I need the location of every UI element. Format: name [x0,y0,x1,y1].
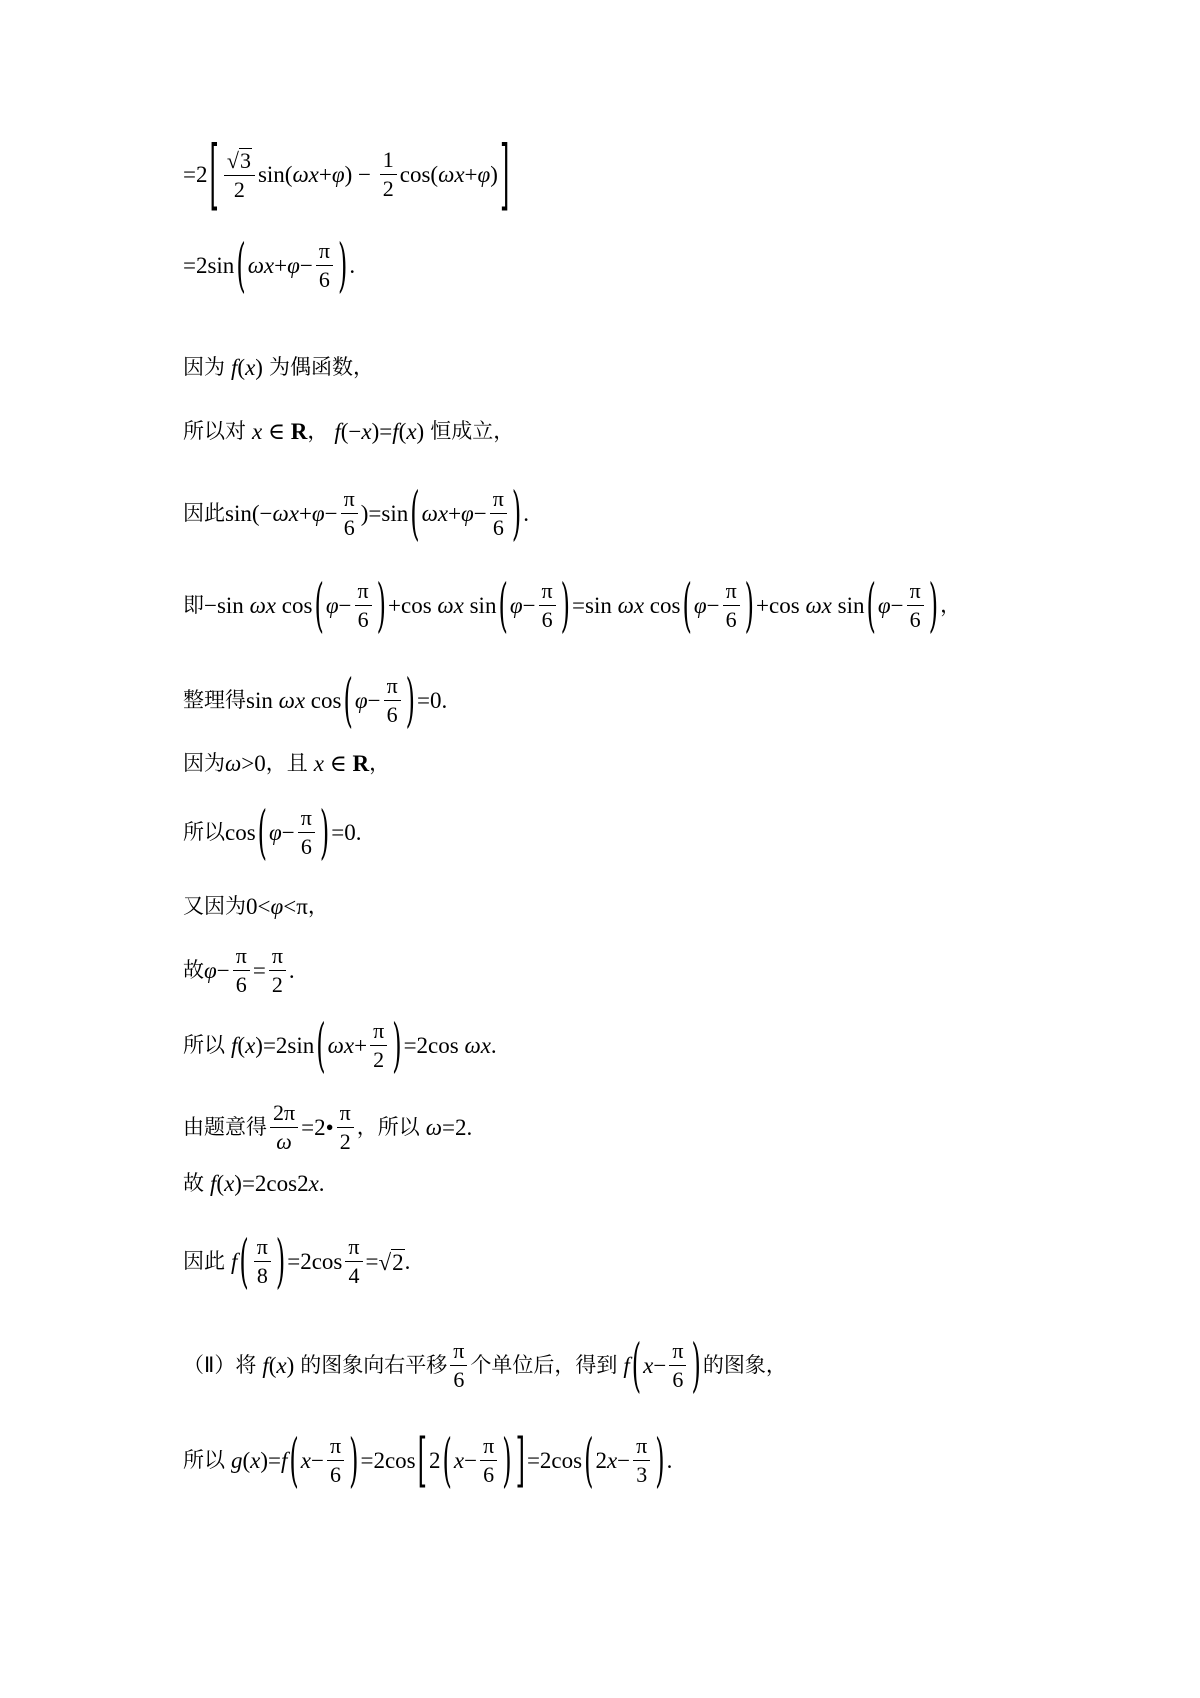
text-line-3: 因为 f ( x ) 为偶函数， [183,355,374,380]
text-line-4: 所以对 x ∈ R ， f (− x )= f ( x ) 恒成立， [183,419,515,444]
word-youtiyi-de: 由题意得 [183,1115,267,1139]
word-suoyi-4: 所以 [183,1448,225,1472]
word-yinci: 因此 [183,501,225,525]
text-line-8: 因为 ω >0 ，且 x ∈ R ， [183,751,391,776]
equation-line-5: 因此 sin(− ωx + φ − $\frac{\pi}{6}$ )=sin ( ωx + φ − $\frac{\pi}{6}$ ) . [183,479,529,548]
equation-line-1: =2 [ √ 3 2 sin( ωx + φ ) − $\frac{1}{2}$ cos( ωx + φ ) ] [183,129,510,220]
equation-line-13: 由题意得 $\frac{2\pi}{\omega}$ =2• $\frac{\pi}{2}$ ，所以 ω =2. [183,1100,473,1154]
equation-line-14: 故 f ( x )=2cos2 x . [183,1171,325,1196]
word-gu: 故 [183,958,204,982]
word-gedanwei: 个单位后，得到 [470,1353,618,1377]
equation-line-12: 所以 f ( x )=2sin ( ωx + $\frac{\pi}{2}$ ) =2cos ωx . [183,1011,497,1080]
word-ji: 即 [183,593,204,617]
word-yinwei: 因为 [183,355,225,379]
word-tuxiang-youyi: 的图象向右平移 [300,1353,448,1377]
word-zhengli-de: 整理得 [183,688,246,712]
equation-line-15: 因此 f ( $\frac{\pi}{8}$ ) =2cos $\frac{\pi}{4}$ = √ 2 . [183,1227,411,1296]
word-qie: ，且 [265,751,308,775]
word-suoyi: 所以 [183,820,225,844]
equation-line-17: 所以 g ( x )= f ( x − $\frac{\pi}{6}$ ) =2cos [ 2 ( x − $\frac{\pi}{6}$ ) ] =2cos ( 2 x − $\frac{\pi}{3}$ ) . [183,1426,673,1495]
word-gu-2: 故 [183,1171,204,1195]
equation-line-6: 即 −sin ωx cos ( φ − $\frac{\pi}{6}$ ) +cos ωx sin ( φ − $\frac{\pi}{6}$ ) =sin ωx cos ( φ − $\frac{\pi}{6}$ ) +cos ωx sin ( φ − $\frac{\pi}{6}$ ) ， [183,571,962,640]
equation-line-7: 整理得 sin ωx cos ( φ − $\frac{\pi}{6}$ ) =0. [183,666,448,735]
word-part2-prefix: （Ⅱ）将 [183,1353,257,1377]
equation-line-16: （Ⅱ）将 f ( x ) 的图象向右平移 $\frac{\pi}{6}$ 个单位后，得到 f ( x − $\frac{\pi}{6}$ ) 的图象， [183,1331,787,1400]
word-yinci-2: 因此 [183,1249,225,1273]
word-yinwei-2: 因为 [183,751,225,775]
text-line-10: 又因为 0< φ <π ， [183,894,329,919]
equation-line-9: 所以 cos ( φ − $\frac{\pi}{6}$ ) =0. [183,798,362,867]
word-comma: ， [307,419,329,443]
word-hengchengli: 恒成立， [430,419,515,443]
word-de-tuxiang: 的图象， [702,1353,787,1377]
word-wei-oushu: 为偶函数， [268,355,374,379]
word-suoyi-dui: 所以对 [183,419,246,443]
equation-line-2: =2sin ( ωx + φ − $\frac{\pi}{6}$ ) . [183,231,356,300]
word-suoyi-3: 所以 [183,1033,225,1057]
word-you-yinwei: 又因为 [183,894,246,918]
word-suoyi-2: ，所以 [356,1115,420,1139]
equation-line-11: 故 φ − $\frac{\pi}{6}$ = $\frac{\pi}{2}$ . [183,943,295,997]
